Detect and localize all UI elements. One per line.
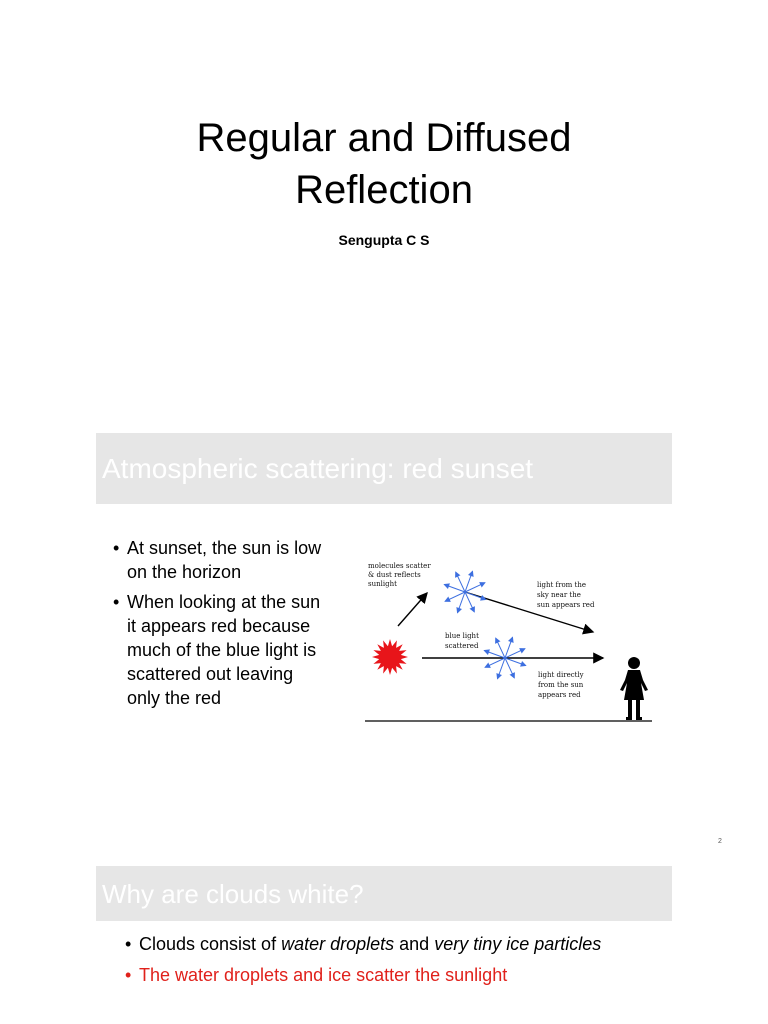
label-sky-line3: sun appears red	[537, 601, 595, 609]
label-blue-line2: scattered	[445, 642, 479, 650]
label-sky-line1: light from the	[537, 581, 586, 589]
sunset-scattering-diagram	[355, 548, 660, 726]
bullet-item-highlight: • The water droplets and ice scatter the sunlight	[125, 963, 605, 987]
label-molecules-line1: molecules scatter	[368, 562, 431, 570]
bullet-text: Clouds consist of	[139, 934, 282, 954]
page-number: 2	[718, 838, 722, 845]
title-line-2: Reflection	[295, 168, 473, 212]
label-direct-line3: appears red	[538, 691, 581, 699]
bullet-item: • When looking at the sun it appears red because much of the blue light is scattered out leaving only the red	[113, 590, 325, 710]
sun-icon	[372, 639, 408, 675]
author-name: Sengupta C S	[338, 232, 430, 248]
title-line-1: Regular and Diffused	[196, 116, 572, 160]
bullet-list-clouds	[125, 932, 605, 994]
label-sky-line2: sky near the	[537, 591, 581, 599]
person-icon	[620, 657, 648, 720]
bullet-item	[125, 932, 605, 956]
bullet-list-scattering	[113, 536, 325, 716]
label-direct-line2: from the sun	[538, 681, 584, 689]
emphasis-text: very tiny ice particles	[434, 934, 602, 954]
slide-header-scattering: Atmospheric scattering: red sunset	[96, 433, 672, 504]
label-molecules-line3: sunlight	[368, 580, 397, 588]
label-molecules-line2: & dust reflects	[368, 571, 421, 579]
label-direct-line1: light directly	[538, 671, 584, 679]
slide-header-clouds: Why are clouds white?	[96, 866, 672, 921]
arrow-to-scatter	[398, 593, 427, 626]
bullet-item: • At sunset, the sun is low on the horizon	[113, 536, 325, 584]
label-blue-line1: blue light	[445, 632, 479, 640]
emphasis-text: water droplets	[281, 934, 395, 954]
bullet-text: and	[394, 934, 435, 954]
scatter-star-upper	[444, 571, 485, 612]
slide-title	[0, 112, 768, 216]
